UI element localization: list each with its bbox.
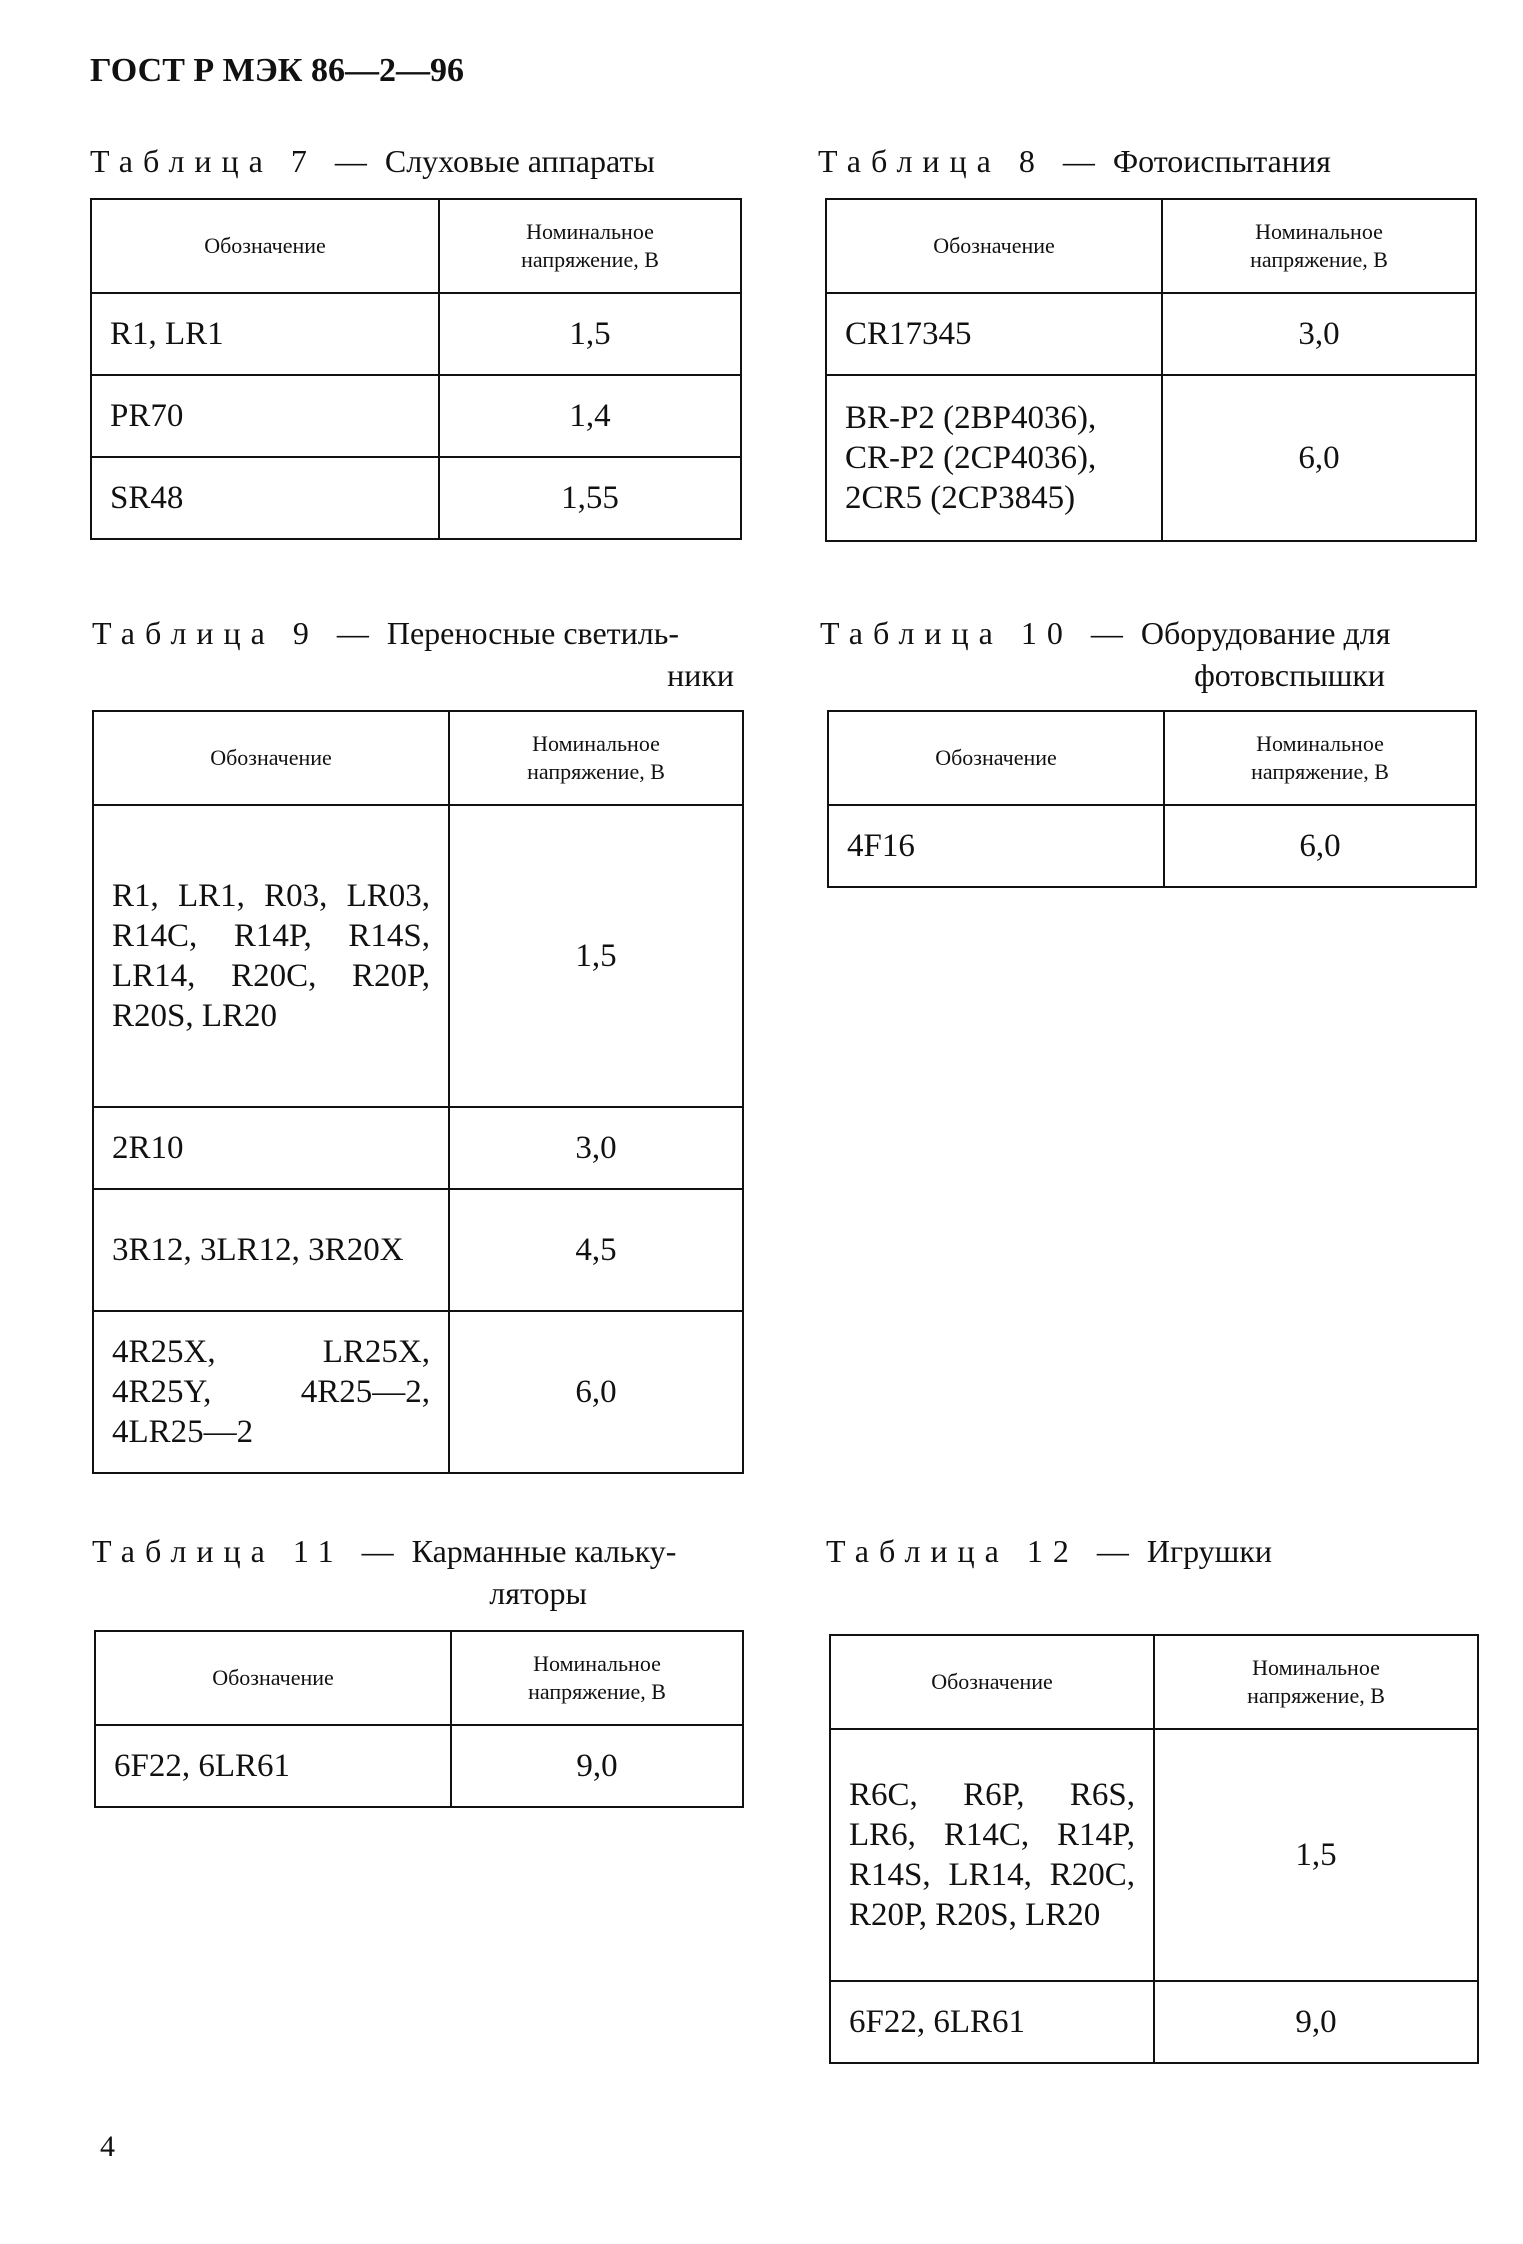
- header-voltage: Номинальное напряжение, В: [451, 1631, 743, 1725]
- header-designation: Обозначение: [826, 199, 1162, 293]
- table-7-caption: [90, 140, 750, 182]
- document-header: ГОСТ Р МЭК 86—2—96: [90, 52, 464, 89]
- table-10-title: Оборудование для: [1140, 615, 1391, 651]
- cell-designation: 2R10: [93, 1107, 449, 1189]
- header-designation: Обозначение: [93, 711, 449, 805]
- table-header-row: [95, 1631, 743, 1725]
- table-9-caption: [92, 612, 762, 696]
- table-8-caption: [818, 140, 1478, 182]
- cell-designation: 4R25X, LR25X, 4R25Y, 4R25—2, 4LR25—2: [93, 1311, 449, 1473]
- table-7: [90, 198, 742, 540]
- table-row: [91, 375, 741, 457]
- cell-voltage: 3,0: [449, 1107, 743, 1189]
- table-10: [827, 710, 1477, 888]
- table-11: [94, 1630, 744, 1808]
- table-11-title-continued: ляторы: [489, 1575, 587, 1611]
- table-row: [828, 805, 1476, 887]
- cell-designation: 6F22, 6LR61: [95, 1725, 451, 1807]
- header-voltage: Номинальное напряжение, В: [449, 711, 743, 805]
- cell-voltage: 6,0: [449, 1311, 743, 1473]
- table-row: [93, 1311, 743, 1473]
- table-12-title: Игрушки: [1146, 1533, 1272, 1569]
- table-11-title: Карманные кальку-: [411, 1533, 677, 1569]
- table-7-title: Слуховые аппараты: [384, 143, 655, 179]
- table-row: [95, 1725, 743, 1807]
- cell-designation: R6C, R6P, R6S, LR6, R14C, R14P, R14S, LR14, R20C, R20P, R20S, LR20: [830, 1729, 1154, 1981]
- cell-designation: 3R12, 3LR12, 3R20X: [93, 1189, 449, 1311]
- header-designation: Обозначение: [91, 199, 439, 293]
- cell-voltage: 1,4: [439, 375, 741, 457]
- cell-voltage: 6,0: [1164, 805, 1476, 887]
- header-designation: Обозначение: [95, 1631, 451, 1725]
- cell-voltage: 1,5: [1154, 1729, 1478, 1981]
- table-9-title-continued: ники: [667, 657, 734, 693]
- table-header-row: [91, 199, 741, 293]
- table-9-title: Переносные светиль-: [386, 615, 679, 651]
- table-row: [93, 1107, 743, 1189]
- header-voltage: Номинальное напряжение, В: [1154, 1635, 1478, 1729]
- header-designation: Обозначение: [828, 711, 1164, 805]
- cell-designation: SR48: [91, 457, 439, 539]
- table-11-caption: [92, 1530, 762, 1614]
- table-8-number: Таблица 8 —: [818, 143, 1105, 179]
- table-8-title: Фотоиспытания: [1112, 143, 1331, 179]
- table-header-row: [826, 199, 1476, 293]
- table-row: [93, 1189, 743, 1311]
- table-row: [91, 293, 741, 375]
- table-9: [92, 710, 744, 1474]
- cell-voltage: 1,55: [439, 457, 741, 539]
- header-voltage: Номинальное напряжение, В: [439, 199, 741, 293]
- table-row: [830, 1729, 1478, 1981]
- page-number: 4: [100, 2130, 115, 2163]
- cell-designation: BR-P2 (2BP4036), CR-P2 (2CP4036), 2CR5 (2CP3845): [826, 375, 1162, 541]
- cell-designation: 4F16: [828, 805, 1164, 887]
- table-10-title-continued: фотовспышки: [1194, 657, 1385, 693]
- table-12-caption: [826, 1530, 1486, 1572]
- table-header-row: [93, 711, 743, 805]
- cell-voltage: 6,0: [1162, 375, 1476, 541]
- cell-voltage: 9,0: [451, 1725, 743, 1807]
- cell-voltage: 1,5: [439, 293, 741, 375]
- header-voltage: Номинальное напряжение, В: [1164, 711, 1476, 805]
- table-row: [830, 1981, 1478, 2063]
- table-row: [826, 293, 1476, 375]
- table-10-caption: [820, 612, 1480, 696]
- cell-voltage: 9,0: [1154, 1981, 1478, 2063]
- cell-designation: R1, LR1: [91, 293, 439, 375]
- cell-voltage: 3,0: [1162, 293, 1476, 375]
- table-8: [825, 198, 1477, 542]
- header-voltage: Номинальное напряжение, В: [1162, 199, 1476, 293]
- table-row: [826, 375, 1476, 541]
- table-7-number: Таблица 7 —: [90, 143, 377, 179]
- cell-designation: 6F22, 6LR61: [830, 1981, 1154, 2063]
- table-12-number: Таблица 12 —: [826, 1533, 1139, 1569]
- header-designation: Обозначение: [830, 1635, 1154, 1729]
- table-row: [91, 457, 741, 539]
- table-header-row: [828, 711, 1476, 805]
- table-row: [93, 805, 743, 1107]
- cell-designation: PR70: [91, 375, 439, 457]
- table-9-number: Таблица 9 —: [92, 615, 379, 651]
- table-12: [829, 1634, 1479, 2064]
- table-header-row: [830, 1635, 1478, 1729]
- cell-designation: R1, LR1, R03, LR03, R14C, R14P, R14S, LR14, R20C, R20P, R20S, LR20: [93, 805, 449, 1107]
- table-11-number: Таблица 11 —: [92, 1533, 404, 1569]
- table-10-number: Таблица 10 —: [820, 615, 1133, 651]
- cell-designation: CR17345: [826, 293, 1162, 375]
- cell-voltage: 1,5: [449, 805, 743, 1107]
- cell-voltage: 4,5: [449, 1189, 743, 1311]
